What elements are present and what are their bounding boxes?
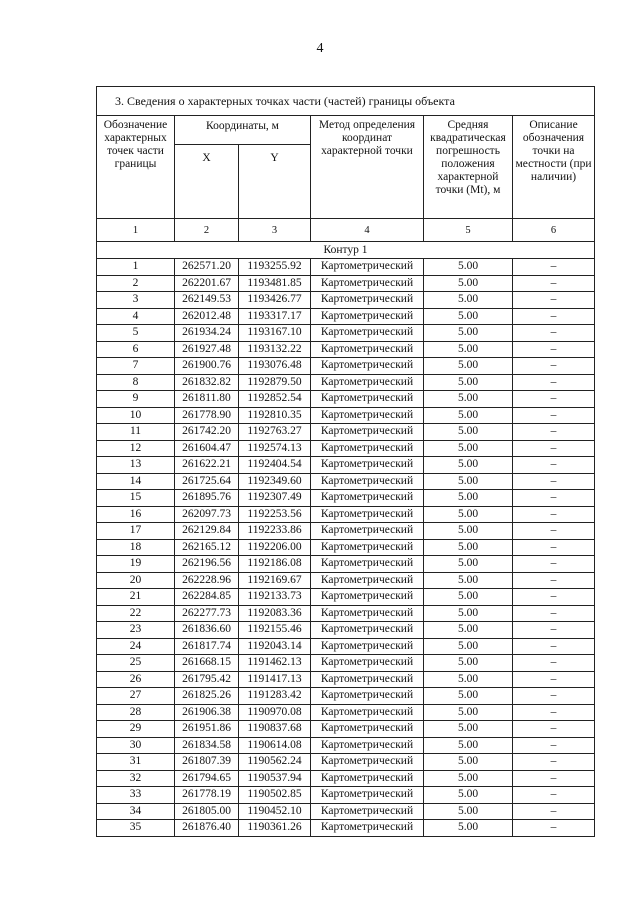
- method-cell: Картометрический: [311, 506, 424, 523]
- column-number: 2: [175, 219, 239, 242]
- method-cell: Картометрический: [311, 539, 424, 556]
- method-cell: Картометрический: [311, 457, 424, 474]
- coord-y: 1192307.49: [239, 490, 311, 507]
- accuracy-cell: 5.00: [424, 523, 513, 540]
- table-row: [97, 391, 595, 408]
- point-number: 8: [97, 374, 175, 391]
- method-cell: Картометрический: [311, 341, 424, 358]
- coord-y: 1192574.13: [239, 440, 311, 457]
- coord-y: 1190970.08: [239, 704, 311, 721]
- coord-x: 261805.00: [175, 803, 239, 820]
- table-row: [97, 539, 595, 556]
- table-row: [97, 473, 595, 490]
- description-cell: –: [513, 704, 595, 721]
- coord-x: 262165.12: [175, 539, 239, 556]
- coord-x: 262201.67: [175, 275, 239, 292]
- coord-y: 1192169.67: [239, 572, 311, 589]
- method-cell: Картометрический: [311, 374, 424, 391]
- description-cell: –: [513, 457, 595, 474]
- coord-y: 1193167.10: [239, 325, 311, 342]
- description-cell: –: [513, 688, 595, 705]
- method-cell: Картометрический: [311, 325, 424, 342]
- accuracy-cell: 5.00: [424, 374, 513, 391]
- coord-y: 1191417.13: [239, 671, 311, 688]
- coord-y: 1193076.48: [239, 358, 311, 375]
- accuracy-cell: 5.00: [424, 473, 513, 490]
- column-number: 3: [239, 219, 311, 242]
- accuracy-cell: 5.00: [424, 506, 513, 523]
- point-number: 2: [97, 275, 175, 292]
- point-number: 30: [97, 737, 175, 754]
- method-cell: Картометрический: [311, 754, 424, 771]
- description-cell: –: [513, 341, 595, 358]
- method-cell: Картометрический: [311, 671, 424, 688]
- coord-y: 1192233.86: [239, 523, 311, 540]
- description-cell: –: [513, 605, 595, 622]
- accuracy-cell: 5.00: [424, 737, 513, 754]
- description-cell: –: [513, 622, 595, 639]
- coord-y: 1192133.73: [239, 589, 311, 606]
- point-number: 20: [97, 572, 175, 589]
- method-cell: Картометрический: [311, 721, 424, 738]
- point-number: 3: [97, 292, 175, 309]
- point-number: 34: [97, 803, 175, 820]
- method-cell: Картометрический: [311, 622, 424, 639]
- header-y: Y: [239, 145, 311, 219]
- coord-x: 261900.76: [175, 358, 239, 375]
- accuracy-cell: 5.00: [424, 721, 513, 738]
- table-row: [97, 556, 595, 573]
- description-cell: –: [513, 424, 595, 441]
- table-row: [97, 638, 595, 655]
- accuracy-cell: 5.00: [424, 556, 513, 573]
- description-cell: –: [513, 473, 595, 490]
- point-number: 28: [97, 704, 175, 721]
- point-number: 27: [97, 688, 175, 705]
- description-cell: –: [513, 358, 595, 375]
- coord-x: 261825.26: [175, 688, 239, 705]
- table-row: [97, 688, 595, 705]
- accuracy-cell: 5.00: [424, 391, 513, 408]
- coord-x: 261832.82: [175, 374, 239, 391]
- header-coordinates: Координаты, м: [175, 116, 311, 145]
- coord-x: 261836.60: [175, 622, 239, 639]
- description-cell: –: [513, 737, 595, 754]
- column-number: 6: [513, 219, 595, 242]
- method-cell: Картометрический: [311, 358, 424, 375]
- table-row: [97, 622, 595, 639]
- coord-y: 1193426.77: [239, 292, 311, 309]
- accuracy-cell: 5.00: [424, 259, 513, 276]
- table-row: [97, 506, 595, 523]
- point-number: 29: [97, 721, 175, 738]
- header-x: X: [175, 145, 239, 219]
- coord-x: 262571.20: [175, 259, 239, 276]
- description-cell: –: [513, 259, 595, 276]
- method-cell: Картометрический: [311, 308, 424, 325]
- accuracy-cell: 5.00: [424, 688, 513, 705]
- description-cell: –: [513, 721, 595, 738]
- point-number: 16: [97, 506, 175, 523]
- method-cell: Картометрический: [311, 292, 424, 309]
- method-cell: Картометрический: [311, 391, 424, 408]
- table-row: [97, 754, 595, 771]
- coord-y: 1190452.10: [239, 803, 311, 820]
- contour-label: Контур 1: [97, 242, 595, 259]
- accuracy-cell: 5.00: [424, 655, 513, 672]
- coord-x: 261778.19: [175, 787, 239, 804]
- method-cell: Картометрический: [311, 820, 424, 837]
- accuracy-cell: 5.00: [424, 457, 513, 474]
- point-number: 32: [97, 770, 175, 787]
- section-title: 3. Сведения о характерных точках части (частей) границы объекта: [97, 87, 595, 116]
- point-number: 13: [97, 457, 175, 474]
- description-cell: –: [513, 407, 595, 424]
- column-number: 4: [311, 219, 424, 242]
- point-number: 11: [97, 424, 175, 441]
- coord-x: 261834.58: [175, 737, 239, 754]
- table-row: [97, 374, 595, 391]
- table-row: [97, 737, 595, 754]
- coord-y: 1192186.08: [239, 556, 311, 573]
- coord-x: 261622.21: [175, 457, 239, 474]
- description-cell: –: [513, 671, 595, 688]
- accuracy-cell: 5.00: [424, 325, 513, 342]
- point-number: 26: [97, 671, 175, 688]
- coord-y: 1190502.85: [239, 787, 311, 804]
- table-row: [97, 292, 595, 309]
- coord-x: 262284.85: [175, 589, 239, 606]
- table-row: [97, 275, 595, 292]
- coord-x: 261742.20: [175, 424, 239, 441]
- accuracy-cell: 5.00: [424, 440, 513, 457]
- coord-y: 1190537.94: [239, 770, 311, 787]
- table-row: [97, 655, 595, 672]
- point-number: 31: [97, 754, 175, 771]
- point-number: 9: [97, 391, 175, 408]
- accuracy-cell: 5.00: [424, 275, 513, 292]
- description-cell: –: [513, 374, 595, 391]
- point-number: 19: [97, 556, 175, 573]
- coord-y: 1191462.13: [239, 655, 311, 672]
- method-cell: Картометрический: [311, 407, 424, 424]
- method-cell: Картометрический: [311, 737, 424, 754]
- accuracy-cell: 5.00: [424, 572, 513, 589]
- coord-x: 261795.42: [175, 671, 239, 688]
- coord-x: 261668.15: [175, 655, 239, 672]
- accuracy-cell: 5.00: [424, 407, 513, 424]
- table-row: [97, 424, 595, 441]
- point-number: 35: [97, 820, 175, 837]
- point-number: 21: [97, 589, 175, 606]
- coord-x: 261951.86: [175, 721, 239, 738]
- coord-x: 262012.48: [175, 308, 239, 325]
- description-cell: –: [513, 523, 595, 540]
- coord-x: 261934.24: [175, 325, 239, 342]
- accuracy-cell: 5.00: [424, 292, 513, 309]
- description-cell: –: [513, 440, 595, 457]
- description-cell: –: [513, 490, 595, 507]
- description-cell: –: [513, 638, 595, 655]
- method-cell: Картометрический: [311, 556, 424, 573]
- table-row: [97, 523, 595, 540]
- column-number: 1: [97, 219, 175, 242]
- point-number: 24: [97, 638, 175, 655]
- boundary-points-table: [96, 86, 595, 837]
- accuracy-cell: 5.00: [424, 622, 513, 639]
- table-row: [97, 440, 595, 457]
- coord-x: 262129.84: [175, 523, 239, 540]
- coord-x: 261807.39: [175, 754, 239, 771]
- point-number: 15: [97, 490, 175, 507]
- method-cell: Картометрический: [311, 688, 424, 705]
- method-cell: Картометрический: [311, 638, 424, 655]
- coord-x: 262196.56: [175, 556, 239, 573]
- accuracy-cell: 5.00: [424, 803, 513, 820]
- description-cell: –: [513, 556, 595, 573]
- point-number: 4: [97, 308, 175, 325]
- table-row: [97, 671, 595, 688]
- description-cell: –: [513, 275, 595, 292]
- point-number: 7: [97, 358, 175, 375]
- method-cell: Картометрический: [311, 473, 424, 490]
- coord-x: 261927.48: [175, 341, 239, 358]
- point-number: 22: [97, 605, 175, 622]
- table-row: [97, 770, 595, 787]
- description-cell: –: [513, 572, 595, 589]
- table-row: [97, 341, 595, 358]
- method-cell: Картометрический: [311, 655, 424, 672]
- point-number: 6: [97, 341, 175, 358]
- accuracy-cell: 5.00: [424, 605, 513, 622]
- coord-y: 1193481.85: [239, 275, 311, 292]
- accuracy-cell: 5.00: [424, 704, 513, 721]
- coord-y: 1190361.26: [239, 820, 311, 837]
- table-row: [97, 704, 595, 721]
- coord-x: 262097.73: [175, 506, 239, 523]
- point-number: 23: [97, 622, 175, 639]
- table-row: [97, 325, 595, 342]
- table-row: [97, 820, 595, 837]
- coord-x: 262149.53: [175, 292, 239, 309]
- method-cell: Картометрический: [311, 770, 424, 787]
- header-point-designation: Обозначение характерных точек части границы: [97, 116, 175, 219]
- page-number: 4: [316, 41, 324, 56]
- method-cell: Картометрический: [311, 424, 424, 441]
- coord-y: 1193317.17: [239, 308, 311, 325]
- accuracy-cell: 5.00: [424, 638, 513, 655]
- coord-y: 1192404.54: [239, 457, 311, 474]
- point-number: 14: [97, 473, 175, 490]
- accuracy-cell: 5.00: [424, 589, 513, 606]
- accuracy-cell: 5.00: [424, 308, 513, 325]
- table-row: [97, 605, 595, 622]
- point-number: 18: [97, 539, 175, 556]
- coord-x: 261817.74: [175, 638, 239, 655]
- coord-y: 1192852.54: [239, 391, 311, 408]
- accuracy-cell: 5.00: [424, 671, 513, 688]
- coord-x: 261794.65: [175, 770, 239, 787]
- accuracy-cell: 5.00: [424, 490, 513, 507]
- coord-y: 1193132.22: [239, 341, 311, 358]
- point-number: 1: [97, 259, 175, 276]
- coord-x: 261778.90: [175, 407, 239, 424]
- description-cell: –: [513, 754, 595, 771]
- coord-x: 261725.64: [175, 473, 239, 490]
- table-row: [97, 407, 595, 424]
- table-row: [97, 787, 595, 804]
- description-cell: –: [513, 506, 595, 523]
- table-row: [97, 803, 595, 820]
- coord-y: 1192043.14: [239, 638, 311, 655]
- coord-y: 1192349.60: [239, 473, 311, 490]
- table-row: [97, 721, 595, 738]
- description-cell: –: [513, 292, 595, 309]
- method-cell: Картометрический: [311, 275, 424, 292]
- method-cell: Картометрический: [311, 572, 424, 589]
- description-cell: –: [513, 308, 595, 325]
- coord-x: 261895.76: [175, 490, 239, 507]
- accuracy-cell: 5.00: [424, 754, 513, 771]
- coord-y: 1190614.08: [239, 737, 311, 754]
- coord-y: 1192879.50: [239, 374, 311, 391]
- point-number: 12: [97, 440, 175, 457]
- coord-y: 1190837.68: [239, 721, 311, 738]
- coord-x: 261811.80: [175, 391, 239, 408]
- description-cell: –: [513, 391, 595, 408]
- method-cell: Картометрический: [311, 704, 424, 721]
- method-cell: Картометрический: [311, 605, 424, 622]
- accuracy-cell: 5.00: [424, 539, 513, 556]
- table-row: [97, 358, 595, 375]
- method-cell: Картометрический: [311, 490, 424, 507]
- point-number: 5: [97, 325, 175, 342]
- table-row: [97, 308, 595, 325]
- description-cell: –: [513, 539, 595, 556]
- coord-x: 261876.40: [175, 820, 239, 837]
- coord-y: 1190562.24: [239, 754, 311, 771]
- method-cell: Картометрический: [311, 803, 424, 820]
- description-cell: –: [513, 655, 595, 672]
- point-number: 33: [97, 787, 175, 804]
- table-row: [97, 490, 595, 507]
- accuracy-cell: 5.00: [424, 358, 513, 375]
- coord-y: 1192763.27: [239, 424, 311, 441]
- table-row: [97, 589, 595, 606]
- coord-x: 261604.47: [175, 440, 239, 457]
- coord-y: 1192810.35: [239, 407, 311, 424]
- description-cell: –: [513, 803, 595, 820]
- column-number: 5: [424, 219, 513, 242]
- coord-x: 262277.73: [175, 605, 239, 622]
- method-cell: Картометрический: [311, 787, 424, 804]
- description-cell: –: [513, 770, 595, 787]
- table-row: [97, 259, 595, 276]
- coord-y: 1191283.42: [239, 688, 311, 705]
- point-number: 17: [97, 523, 175, 540]
- coord-y: 1192253.56: [239, 506, 311, 523]
- table-row: [97, 457, 595, 474]
- accuracy-cell: 5.00: [424, 424, 513, 441]
- accuracy-cell: 5.00: [424, 341, 513, 358]
- coord-y: 1193255.92: [239, 259, 311, 276]
- point-number: 25: [97, 655, 175, 672]
- method-cell: Картометрический: [311, 589, 424, 606]
- accuracy-cell: 5.00: [424, 820, 513, 837]
- header-method: Метод определения координат характерной точки: [311, 116, 424, 219]
- method-cell: Картометрический: [311, 259, 424, 276]
- description-cell: –: [513, 589, 595, 606]
- coord-y: 1192206.00: [239, 539, 311, 556]
- description-cell: –: [513, 820, 595, 837]
- method-cell: Картометрический: [311, 440, 424, 457]
- accuracy-cell: 5.00: [424, 770, 513, 787]
- description-cell: –: [513, 325, 595, 342]
- table-row: [97, 572, 595, 589]
- header-accuracy: Средняя квадратическая погрешность положения характерной точки (Mt), м: [424, 116, 513, 219]
- header-description: Описание обозначения точки на местности (при наличии): [513, 116, 595, 219]
- description-cell: –: [513, 787, 595, 804]
- coord-y: 1192083.36: [239, 605, 311, 622]
- point-number: 10: [97, 407, 175, 424]
- coord-x: 262228.96: [175, 572, 239, 589]
- coord-y: 1192155.46: [239, 622, 311, 639]
- accuracy-cell: 5.00: [424, 787, 513, 804]
- coord-x: 261906.38: [175, 704, 239, 721]
- method-cell: Картометрический: [311, 523, 424, 540]
